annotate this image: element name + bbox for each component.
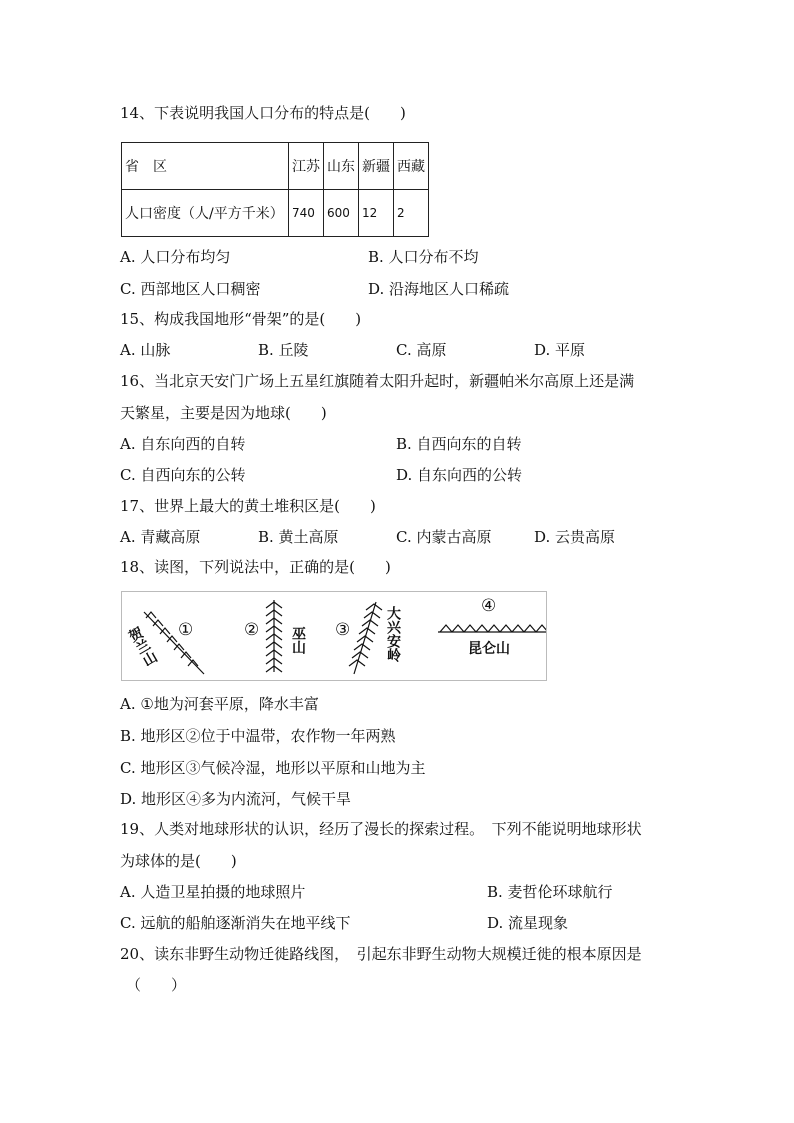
q18-stem: 18、读图，下列说法中，正确的是( )	[120, 558, 391, 576]
q17-option-a[interactable]: A. 青藏高原	[120, 528, 201, 546]
q18-option-a[interactable]: A. ①地为河套平原，降水丰富	[120, 695, 319, 713]
q14-option-d[interactable]: D. 沿海地区人口稀疏	[368, 280, 510, 298]
density-xizang: 2	[394, 190, 429, 237]
q18-option-c[interactable]: C. 地形区③气候冷湿，地形以平原和山地为主	[120, 759, 426, 777]
q17-option-b[interactable]: B. 黄土高原	[258, 528, 339, 546]
q14-stem: 14、下表说明我国人口分布的特点是( )	[120, 104, 406, 122]
density-xinjiang: 12	[359, 190, 394, 237]
province-xizang: 西藏	[394, 143, 429, 190]
figure-marker-1: ①	[178, 620, 194, 640]
q15-option-d[interactable]: D. 平原	[534, 341, 586, 359]
figure-marker-4: ④	[481, 596, 497, 616]
q19-option-c[interactable]: C. 远航的船舶逐渐消失在地平线下	[120, 914, 351, 932]
mountain-ridge-4	[438, 625, 546, 632]
province-xinjiang: 新疆	[359, 143, 394, 190]
province-shandong: 山东	[324, 143, 359, 190]
density-shandong: 600	[324, 190, 359, 237]
q17-option-d[interactable]: D. 云贵高原	[534, 528, 616, 546]
q16-option-b[interactable]: B. 自西向东的自转	[396, 435, 522, 453]
table-row	[122, 190, 429, 237]
mountain-ridge-1	[144, 612, 204, 674]
q20-stem-line2: （ ）	[126, 976, 187, 994]
table-row-label: 人口密度（人/平方千米）	[122, 190, 289, 237]
q15-option-b[interactable]: B. 丘陵	[258, 341, 309, 359]
figure-marker-3: ③	[335, 620, 351, 640]
q19-option-b[interactable]: B. 麦哲伦环球航行	[487, 883, 613, 901]
q15-stem: 15、构成我国地形“骨架”的是( )	[120, 310, 362, 328]
q20-stem-line1: 20、读东非野生动物迁徙路线图， 引起东非野生动物大规模迁徙的根本原因是	[120, 945, 642, 963]
q14-option-a[interactable]: A. 人口分布均匀	[120, 248, 231, 266]
population-density-table	[121, 142, 429, 237]
mountain-ridge-3	[349, 602, 382, 674]
q16-option-c[interactable]: C. 自西向东的公转	[120, 466, 246, 484]
mountain-figure	[121, 591, 547, 681]
q15-option-c[interactable]: C. 高原	[396, 341, 447, 359]
q17-stem: 17、世界上最大的黄土堆积区是( )	[120, 497, 376, 515]
label-wu-mountain: 巫山	[290, 626, 306, 654]
q16-stem-line1: 16、当北京天安门广场上五星红旗随着太阳升起时，新疆帕米尔高原上还是满	[120, 372, 635, 390]
q19-stem-line2: 为球体的是( )	[120, 852, 237, 870]
label-helan-mountain: 贺兰山	[124, 624, 160, 669]
q14-option-b[interactable]: B. 人口分布不均	[368, 248, 479, 266]
density-jiangsu: 740	[289, 190, 324, 237]
table-row	[122, 143, 429, 190]
table-header-label: 省 区	[122, 143, 289, 190]
q16-stem-line2: 天繁星，主要是因为地球( )	[120, 404, 327, 422]
province-jiangsu: 江苏	[289, 143, 324, 190]
label-kunlun-mountain: 昆仑山	[468, 641, 510, 657]
q19-option-d[interactable]: D. 流星现象	[487, 914, 569, 932]
figure-marker-2: ②	[244, 620, 260, 640]
label-greater-khingan: 大兴安岭	[385, 606, 401, 662]
q19-option-a[interactable]: A. 人造卫星拍摄的地球照片	[120, 883, 306, 901]
q15-option-a[interactable]: A. 山脉	[120, 341, 171, 359]
mountain-ridge-2	[266, 600, 282, 672]
q16-option-d[interactable]: D. 自东向西的公转	[396, 466, 523, 484]
q18-option-b[interactable]: B. 地形区②位于中温带，农作物一年两熟	[120, 727, 396, 745]
q18-option-d[interactable]: D. 地形区④多为内流河，气候干旱	[120, 790, 352, 808]
q19-stem-line1: 19、人类对地球形状的认识，经历了漫长的探索过程。 下列不能说明地球形状	[120, 820, 642, 838]
q14-option-c[interactable]: C. 西部地区人口稠密	[120, 280, 261, 298]
q16-option-a[interactable]: A. 自东向西的自转	[120, 435, 246, 453]
q17-option-c[interactable]: C. 内蒙古高原	[396, 528, 492, 546]
